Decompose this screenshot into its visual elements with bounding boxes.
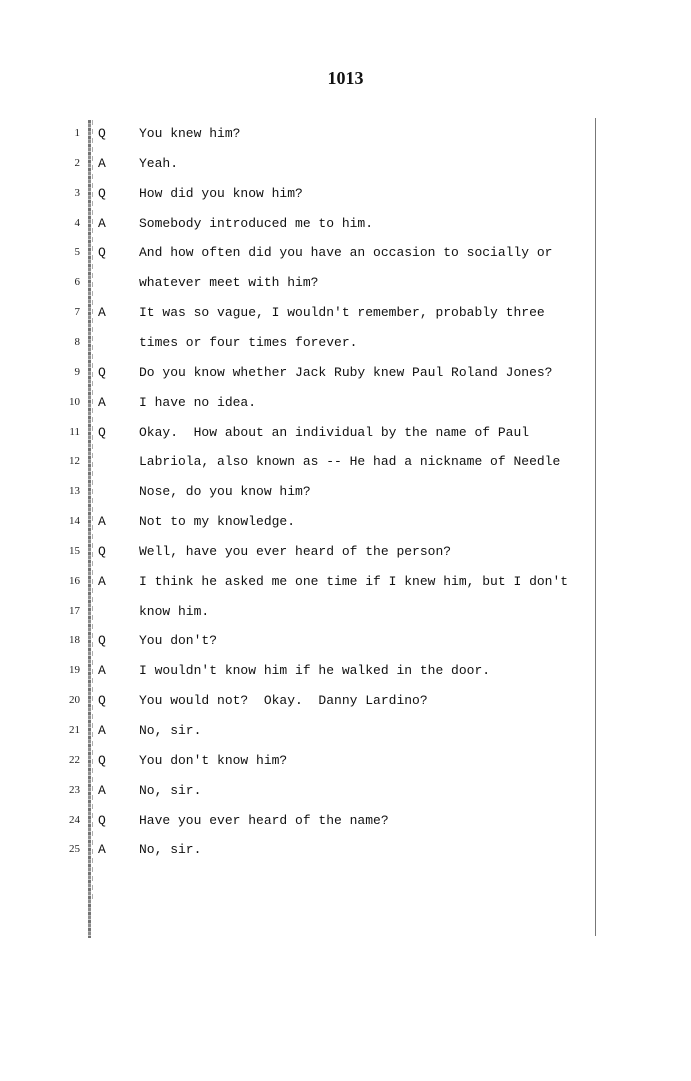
line-text: Nose, do you know him? xyxy=(139,484,311,500)
line-number: 15 xyxy=(69,544,80,557)
line-text: I think he asked me one time if I knew him, but I don't xyxy=(139,573,569,589)
transcript-line xyxy=(0,300,691,322)
transcript-line xyxy=(0,509,691,531)
line-text: Somebody introduced me to him. xyxy=(139,215,374,231)
line-number: 18 xyxy=(69,634,80,647)
speaker-label: Q xyxy=(98,126,106,141)
line-text: Do you know whether Jack Ruby knew Paul Roland Jones? xyxy=(139,364,553,380)
line-text: No, sir. xyxy=(139,723,202,738)
speaker-label: A xyxy=(98,155,106,171)
transcript-line xyxy=(0,778,691,800)
line-text: I have no idea. xyxy=(139,394,257,410)
line-number: 13 xyxy=(69,485,80,498)
line-text: You would not? Okay. Danny Lardino? xyxy=(139,693,428,709)
line-text: How did you know him? xyxy=(139,185,303,201)
line-number: 11 xyxy=(69,425,80,438)
line-number: 25 xyxy=(69,843,80,856)
line-number: 23 xyxy=(69,783,80,796)
speaker-label: Q xyxy=(98,543,106,559)
speaker-label: A xyxy=(98,514,106,530)
line-number: 24 xyxy=(69,813,80,826)
transcript-line xyxy=(0,808,691,830)
line-number: 20 xyxy=(69,694,80,707)
speaker-label: A xyxy=(98,782,106,798)
transcript-line xyxy=(0,330,691,352)
speaker-label: Q xyxy=(98,185,106,201)
line-number: 8 xyxy=(74,335,80,348)
transcript-line xyxy=(0,479,691,501)
transcript-line xyxy=(0,270,691,292)
line-text: No, sir. xyxy=(139,782,202,798)
speaker-label: Q xyxy=(98,424,106,440)
line-text: Well, have you ever heard of the person? xyxy=(139,543,452,559)
transcript-line xyxy=(0,390,691,412)
line-number: 7 xyxy=(74,306,80,319)
transcript-line xyxy=(0,539,691,561)
line-number: 6 xyxy=(74,276,80,289)
line-number: 2 xyxy=(74,156,80,169)
line-number: 3 xyxy=(74,186,80,199)
line-text: whatever meet with him? xyxy=(139,275,319,291)
speaker-label: A xyxy=(98,723,106,738)
line-number: 12 xyxy=(69,455,80,468)
speaker-label: A xyxy=(98,305,106,321)
line-number: 16 xyxy=(69,574,80,587)
line-number: 1 xyxy=(74,127,80,139)
line-text: Have you ever heard of the name? xyxy=(139,812,389,828)
transcript-line xyxy=(0,688,691,710)
speaker-label: A xyxy=(98,663,106,679)
line-text: Labriola, also known as -- He had a nickname of Needle xyxy=(139,454,561,470)
line-text: times or four times forever. xyxy=(139,334,358,350)
page-number: 1013 xyxy=(327,68,364,88)
speaker-label: Q xyxy=(98,693,106,709)
transcript-line xyxy=(0,211,691,233)
line-number: 9 xyxy=(74,365,80,378)
transcript-line xyxy=(0,420,691,442)
transcript-line xyxy=(0,360,691,382)
line-number: 4 xyxy=(74,216,80,229)
line-number: 17 xyxy=(69,604,80,617)
line-text: You don't know him? xyxy=(139,752,288,768)
line-number: 14 xyxy=(69,515,80,528)
line-text: Not to my knowledge. xyxy=(139,514,296,530)
line-number: 5 xyxy=(74,246,80,259)
line-text: No, sir. xyxy=(139,842,202,858)
speaker-label: Q xyxy=(98,245,106,261)
line-number: 10 xyxy=(69,395,80,408)
speaker-label: Q xyxy=(98,633,106,649)
transcript-line xyxy=(0,658,691,680)
speaker-label: A xyxy=(98,573,106,589)
line-text: Yeah. xyxy=(139,155,179,171)
speaker-label: A xyxy=(98,215,106,231)
speaker-label: Q xyxy=(98,812,106,828)
line-text: And how often did you have an occasion to socially or xyxy=(139,245,553,261)
transcript-line xyxy=(0,240,691,262)
transcript-line xyxy=(0,569,691,591)
line-text: You knew him? xyxy=(139,126,241,141)
line-number: 19 xyxy=(69,664,80,677)
speaker-label: Q xyxy=(98,752,106,768)
transcript-line xyxy=(0,837,691,859)
line-number: 22 xyxy=(69,753,80,766)
speaker-label: A xyxy=(98,842,106,858)
transcript-line xyxy=(0,718,691,740)
line-text: You don't? xyxy=(139,633,218,649)
line-text: know him. xyxy=(139,603,210,619)
transcript-line xyxy=(0,151,691,173)
line-number: 21 xyxy=(69,724,80,736)
transcript-line xyxy=(0,628,691,650)
transcript-line xyxy=(0,449,691,471)
speaker-label: Q xyxy=(98,364,106,380)
line-text: It was so vague, I wouldn't remember, probably three xyxy=(139,305,545,321)
line-text: Okay. How about an individual by the name of Paul xyxy=(139,424,530,440)
transcript-line xyxy=(0,121,691,143)
transcript-line xyxy=(0,748,691,770)
transcript-line xyxy=(0,181,691,203)
transcript-line xyxy=(0,599,691,621)
speaker-label: A xyxy=(98,394,106,410)
line-text: I wouldn't know him if he walked in the door. xyxy=(139,663,491,679)
